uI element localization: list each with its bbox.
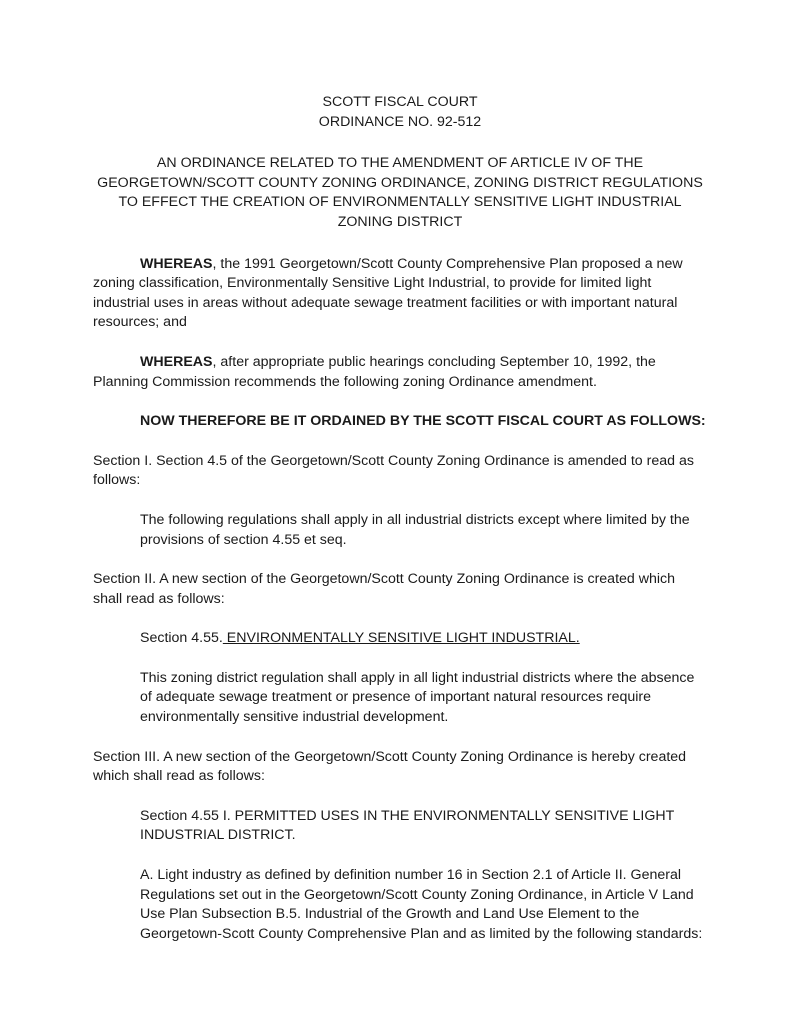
now-therefore-clause: NOW THEREFORE BE IT ORDAINED BY THE SCOTT FISCAL COURT AS FOLLOWS: <box>140 413 706 430</box>
section-2-intro: Section II. A new section of the Georgetown/Scott County Zoning Ordinance is created which shall read as follows: <box>93 571 676 607</box>
section-3-intro: Section III. A new section of the Georgetown/Scott County Zoning Ordinance is hereby created which shall read as follows: <box>93 748 687 785</box>
whereas-lead-1: WHEREAS <box>140 255 213 272</box>
section-2-body: This zoning district regulation shall apply in all light industrial districts where the absence of adequate sewage treatment or presence of important natural resources require environmentally sensitive industrial development. <box>140 669 695 726</box>
whereas-lead-2: WHEREAS <box>140 353 213 370</box>
ordinance-title: AN ORDINANCE RELATED TO THE AMENDMENT OF ARTICLE IV OF THE GEORGETOWN/SCOTT COUNTY ZONING ORDINANCE, ZONING DISTRICT REGULATIONS TO EFFECT THE CREATION OF ENVIRONMENTALLY SENSITIVE LIGHT INDUSTRIAL ZONING DISTRICT <box>97 155 703 230</box>
whereas-text-1: , the 1991 Georgetown/Scott County Comprehensive Plan proposed a new zoning classification, Environmentally Sensitive Light Industrial, to provide for limited light industrial uses in areas without adequate sewage treatment facilities or with important natural resources; and <box>93 255 683 331</box>
document-header <box>93 93 707 132</box>
court-name: SCOTT FISCAL COURT <box>322 94 478 110</box>
whereas-paragraph-1 <box>93 255 707 333</box>
section-2-heading-title: ENVIRONMENTALLY SENSITIVE LIGHT INDUSTRIAL. <box>222 630 580 647</box>
section-2-heading-prefix: Section 4.55. <box>140 630 223 647</box>
whereas-paragraph-2 <box>93 353 707 392</box>
section-1-intro: Section I. Section 4.5 of the Georgetown/Scott County Zoning Ordinance is amended to read as follows: <box>93 452 694 489</box>
whereas-text-2: , after appropriate public hearings concluding September 10, 1992, the Planning Commission recommends the following zoning Ordinance amendment. <box>93 353 656 390</box>
section-3-item-a: A. Light industry as defined by definition number 16 in Section 2.1 of Article II. General Regulations set out in the Georgetown/Scott County Zoning Ordinance, in Article V Land Use Plan Subsection B.5. Industrial of the Growth and Land Use Element to the Georgetown-Scott County Comprehensive Plan and as limited by the following standards: <box>140 867 703 942</box>
ordinance-number: ORDINANCE NO. 92-512 <box>318 113 482 130</box>
document-page <box>93 93 707 944</box>
section-1-body: The following regulations shall apply in all industrial districts except where limited by the provisions of section 4.55 et seq. <box>140 511 690 548</box>
section-3-heading: Section 4.55 I. PERMITTED USES IN THE ENVIRONMENTALLY SENSITIVE LIGHT INDUSTRIAL DISTRICT. <box>140 807 675 844</box>
section-2-heading <box>140 629 707 649</box>
